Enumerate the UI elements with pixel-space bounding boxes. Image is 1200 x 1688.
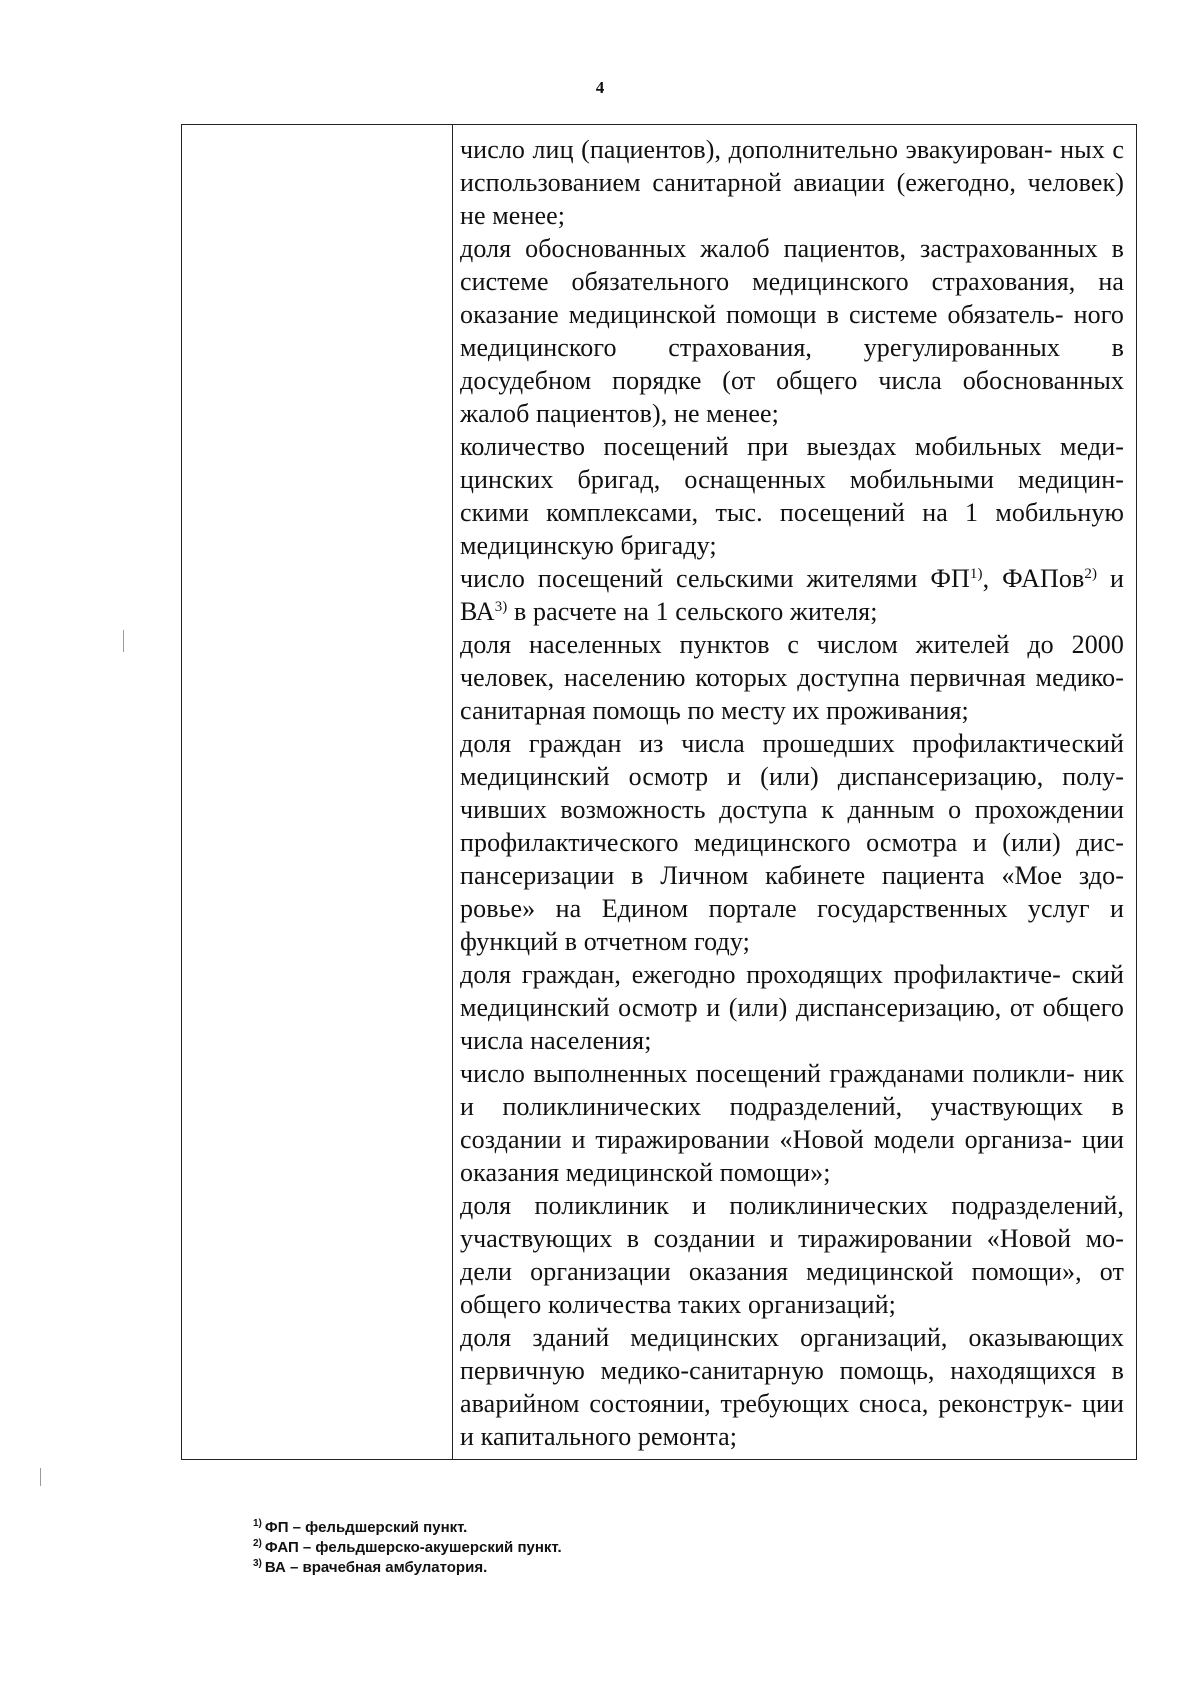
- text-line: доля граждан, ежегодно проходящих профилактиче-: [460, 960, 1061, 989]
- text-line: досудебном порядке (от общего числа обоснованных: [460, 366, 1124, 395]
- footnote-text: ВА – врачебная амбулатория.: [264, 1559, 488, 1576]
- footnote-ref-2: 2): [1084, 566, 1098, 582]
- text-line: число посещений сельскими жителями ФП: [460, 564, 970, 593]
- table-row: [182, 125, 1137, 1460]
- text-line: ский медицинский осмотр и (или) диспансеризацию, от: [460, 960, 1124, 1022]
- text-line: в создании и тиражировании «Новой модели организа-: [460, 1092, 1124, 1154]
- text-line: оказание медицинской помощи в системе обязатель-: [460, 300, 1064, 329]
- text-line: пансеризации в Личном кабинете пациента «Мое здо-: [460, 861, 1124, 890]
- footnote-text: ФП – фельдшерский пункт.: [264, 1519, 468, 1536]
- text-line: жалоб пациентов), не менее;: [460, 399, 779, 428]
- text-line: скими комплексами, тыс. посещений на 1 мобильную: [460, 498, 1124, 527]
- text-line: ции оказания медицинской помощи»;: [460, 1125, 1124, 1187]
- text-line: ровье» на Едином портале государственных услуг и: [460, 894, 1124, 923]
- text-line: 2000 человек, населению которых доступна первичная: [460, 630, 1124, 692]
- indicator-paragraph: [460, 133, 1124, 232]
- page-number: 4: [595, 78, 605, 97]
- footnote-3: [253, 1558, 562, 1578]
- text-line: профилактического медицинского осмотра и (или) дис-: [460, 828, 1124, 857]
- text-line: участвующих в создании и тиражировании «Новой мо-: [460, 1224, 1124, 1253]
- footnote-1: [253, 1518, 562, 1538]
- indicators-cell: [453, 125, 1137, 1460]
- footnote-mark: 2): [253, 1538, 262, 1549]
- footnote-ref-3: 3): [494, 599, 508, 615]
- text-line: доля населенных пунктов с числом жителей до: [460, 630, 1054, 659]
- text-line: медико-санитарная помощь по месту их проживания;: [460, 663, 1124, 725]
- indicator-paragraph: [460, 628, 1124, 727]
- footnotes: [253, 1518, 562, 1578]
- text-line: общего числа населения;: [460, 993, 1124, 1055]
- footnote-2: [253, 1538, 562, 1558]
- content-table: [181, 124, 1137, 1460]
- text-line: медицинский осмотр и (или) диспансеризацию, полу-: [460, 762, 1124, 791]
- text-line: дели организации оказания медицинской помощи», от: [460, 1257, 1124, 1286]
- text-line: общего количества таких организаций;: [460, 1290, 896, 1319]
- indicator-paragraph: [460, 1321, 1124, 1453]
- indicator-paragraph: [460, 1189, 1124, 1321]
- text-line: медицинскую бригаду;: [460, 531, 717, 560]
- text-line: доля граждан из числа прошедших профилактический: [460, 729, 1124, 758]
- text-line: число выполненных посещений гражданами поликли-: [460, 1059, 1075, 1088]
- text-line: ник и поликлинических подразделений, участвующих: [460, 1059, 1125, 1121]
- text-line: первичную медико-санитарную помощь, находящихся: [460, 1356, 1096, 1385]
- indicator-paragraph: [460, 232, 1124, 430]
- left-cell-empty: [182, 125, 453, 1460]
- text-line: функций в отчетном году;: [460, 927, 750, 956]
- text-line: человек) не менее;: [460, 168, 1124, 230]
- indicator-paragraph: [460, 958, 1124, 1057]
- footnote-text: ФАП – фельдшерско-акушерский пункт.: [264, 1539, 562, 1556]
- indicator-paragraph: [460, 430, 1124, 562]
- footnote-mark: 1): [253, 1518, 262, 1529]
- text-line: , ФАПов: [982, 564, 1085, 593]
- indicator-paragraph: [460, 562, 1124, 628]
- text-line: чивших возможность доступа к данным о прохождении: [460, 795, 1124, 824]
- text-line: ного медицинского страхования, урегулированных в: [460, 300, 1124, 362]
- text-line: доля зданий медицинских организаций, оказывающих: [460, 1323, 1124, 1352]
- text-line: количество посещений при выездах мобильных меди-: [460, 432, 1124, 461]
- scan-artifact: [123, 630, 124, 652]
- text-line: ных с использованием санитарной авиации (ежегодно,: [460, 135, 1124, 197]
- indicator-paragraph: [460, 1057, 1124, 1189]
- scan-artifact: [40, 1468, 41, 1486]
- text-line: ции и капитального ремонта;: [460, 1389, 1124, 1451]
- footnote-ref-1: 1): [969, 566, 983, 582]
- text-line: доля обоснованных жалоб пациентов, застрахованных: [460, 234, 1098, 263]
- text-line: в системе обязательного медицинского страхования, на: [460, 234, 1124, 296]
- text-line: в расчете на 1 сельского жителя;: [507, 597, 878, 626]
- footnote-mark: 3): [253, 1558, 262, 1569]
- indicator-paragraph: [460, 727, 1124, 958]
- text-line: число лиц (пациентов), дополнительно эвакуирован-: [460, 135, 1053, 164]
- text-line: доля поликлиник и поликлинических подразделений,: [460, 1191, 1124, 1220]
- text-line: и ВА: [460, 564, 1124, 626]
- text-line: в аварийном состоянии, требующих сноса, реконструк-: [460, 1356, 1124, 1418]
- text-line: цинских бригад, оснащенных мобильными медицин-: [460, 465, 1124, 494]
